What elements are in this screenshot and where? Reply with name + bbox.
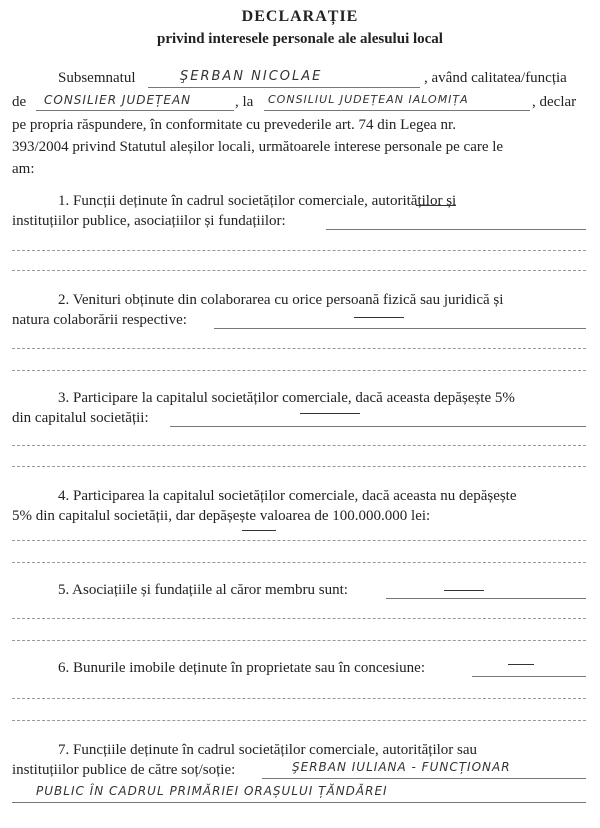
section-1-answer-line xyxy=(326,229,586,230)
declarant-institution: CONSILIUL JUDEȚEAN IALOMIȚA xyxy=(268,93,469,106)
section-4-line-2: 5% din capitalul societății, dar depășește valoarea de 100.000.000 lei: xyxy=(12,508,431,524)
section-7-answer-1: ŞERBAN IULIANA - FUNCȚIONAR xyxy=(292,760,511,774)
document-subtitle: privind interesele personale ale alesului local xyxy=(157,31,443,47)
section-7-answer-2: PUBLIC ÎN CADRUL PRIMĂRIEI ORAȘULUI ȚĂNDĂREI xyxy=(36,784,388,798)
section-4-dash xyxy=(242,530,276,531)
function-underline xyxy=(36,110,234,111)
declarant-function: CONSILIER JUDEȚEAN xyxy=(44,93,192,107)
section-6-blank-2 xyxy=(12,720,586,721)
section-4-blank-1 xyxy=(12,540,586,541)
section-1-blank-2 xyxy=(12,270,586,271)
section-7-line-1: 7. Funcțiile deținute în cadrul societăților comerciale, autorităților sau xyxy=(58,742,478,758)
document-title: DECLARAȚIE xyxy=(241,8,359,25)
section-2-blank-1 xyxy=(12,348,586,349)
de-label: de xyxy=(12,94,27,110)
section-3-line-1: 3. Participare la capitalul societăților comerciale, dacă aceasta depășește 5% xyxy=(58,390,515,406)
section-5-blank-2 xyxy=(12,640,586,641)
section-6-dash xyxy=(508,664,534,665)
section-5-line-1: 5. Asociațiile și fundațiile al căror membru sunt: xyxy=(58,582,348,598)
intro-line-3: pe propria răspundere, în conformitate cu prevederile art. 74 din Legea nr. xyxy=(12,117,456,133)
section-2-line-1: 2. Venituri obținute din colaborarea cu orice persoană fizică sau juridică și xyxy=(58,292,504,308)
section-3-blank-1 xyxy=(12,445,586,446)
declarant-name: ŞERBAN NICOLAE xyxy=(180,69,323,84)
intro-line-5: am: xyxy=(12,161,35,177)
section-3-line-2: din capitalul societății: xyxy=(12,410,149,426)
section-6-answer-line xyxy=(472,676,586,677)
section-3-blank-2 xyxy=(12,466,586,467)
section-7-answer-line-2 xyxy=(12,802,586,803)
section-6-line-1: 6. Bunurile imobile deținute în proprietate sau în concesiune: xyxy=(58,660,425,676)
name-underline xyxy=(148,87,420,88)
section-4-blank-2 xyxy=(12,562,586,563)
section-1-line-2: instituțiilor publice, asociațiilor și fundațiilor: xyxy=(12,213,286,229)
section-2-line-2: natura colaborării respective: xyxy=(12,312,187,328)
section-7-answer-line-1 xyxy=(262,778,586,779)
intro-line-4: 393/2004 privind Statutul aleșilor locali, următoarele interese personale pe care le xyxy=(12,139,504,155)
section-2-dash xyxy=(354,317,404,318)
calitatea-label: , având calitatea/funcția xyxy=(424,70,567,86)
institution-underline xyxy=(264,110,530,111)
la-label: , la xyxy=(235,94,254,110)
section-5-blank-1 xyxy=(12,618,586,619)
section-7-line-2: instituțiilor publice de către soț/soție: xyxy=(12,762,236,778)
section-1-blank-1 xyxy=(12,250,586,251)
section-4-line-1: 4. Participarea la capitalul societăților comerciale, dacă aceasta nu depășește xyxy=(58,488,517,504)
section-1-dash xyxy=(416,205,456,206)
section-2-answer-line xyxy=(214,328,586,329)
section-6-blank-1 xyxy=(12,698,586,699)
subsemnatul-label: Subsemnatul xyxy=(58,70,136,86)
section-5-answer-line xyxy=(386,598,586,599)
section-3-answer-line xyxy=(170,426,586,427)
section-3-dash xyxy=(300,413,360,414)
section-5-dash xyxy=(444,590,484,591)
section-1-line-1: 1. Funcții deținute în cadrul societăților comerciale, autorităților și xyxy=(58,193,457,209)
section-2-blank-2 xyxy=(12,370,586,371)
declar-label: , declar xyxy=(532,94,577,110)
